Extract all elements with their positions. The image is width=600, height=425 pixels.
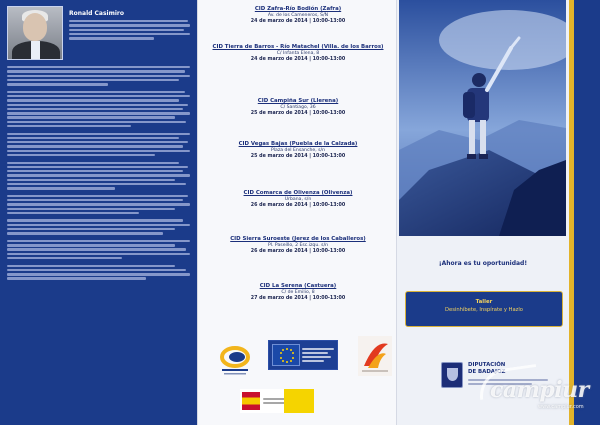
body-paragraph <box>7 240 190 260</box>
diputacion-line-1: DIPUTACIÓN <box>468 362 506 368</box>
author-photo <box>7 6 63 60</box>
location-name: CID Campiña Sur (Llerena) <box>257 98 339 104</box>
author-profile <box>7 6 190 60</box>
workshop-subtitle: Desinhíbete, Inspírate y Hazlo <box>445 307 523 313</box>
right-panel <box>397 0 600 425</box>
location-date: 24 de marzo de 2014 | 10:00-13:00 <box>250 57 346 62</box>
workshop-banner <box>405 291 563 327</box>
location-address: Plaza del Ensanche, s/n <box>271 148 325 153</box>
location-entry <box>198 190 398 210</box>
location-date: 26 de marzo de 2014 | 10:00-13:00 <box>250 203 346 208</box>
location-date: 24 de marzo de 2014 | 10:00-13:00 <box>250 19 346 24</box>
location-entry <box>198 44 398 64</box>
spain-flag-icon <box>242 392 260 410</box>
body-paragraph <box>7 91 190 128</box>
eu-flag-icon <box>272 344 300 366</box>
body-paragraph <box>7 66 190 86</box>
regional-logo <box>358 336 392 376</box>
location-name: CID Zafra-Río Bodión (Zafra) <box>254 6 342 12</box>
watermark-url: www.campiur.com <box>538 404 584 410</box>
location-name: CID La Serena (Castuera) <box>259 283 337 289</box>
location-entry <box>198 6 398 26</box>
diputacion-seal-icon <box>441 362 463 388</box>
location-address: Pl. Paseíllo, 2 Esc.izqu. s/n <box>267 243 329 248</box>
location-address: C/ de Emilio, 8 <box>281 290 315 295</box>
location-name: CID Comarca de Olivenza (Olivenza) <box>243 190 353 196</box>
location-name: CID Tierra de Barros - Río Matachel (Villa. de los Barros) <box>212 44 384 50</box>
watermark-brand: campiur <box>490 377 589 403</box>
slogan-text: ¡Ahora es tu oportunidad! <box>438 260 528 267</box>
workshop-title: Taller <box>475 299 493 305</box>
left-body-text <box>7 66 190 280</box>
location-date: 25 de marzo de 2014 | 10:00-13:00 <box>250 111 346 116</box>
location-address: Av. de los Cameneros, S/N <box>267 13 329 18</box>
location-entry <box>198 236 398 256</box>
location-address: C/ Santiago, 36 <box>280 105 316 110</box>
location-name: CID Vegas Bajas (Puebla de la Calzada) <box>238 141 358 147</box>
location-date: 27 de marzo de 2014 | 10:00-13:00 <box>250 296 346 301</box>
spain-government-logo <box>240 389 314 413</box>
location-entry <box>198 283 398 303</box>
diputacion-line-2: DE BADAJOZ <box>468 369 506 375</box>
location-address: Urbana, s/n <box>284 197 312 202</box>
body-paragraph <box>7 162 190 190</box>
location-address: C/ Infanta Elena, 8 <box>276 51 320 56</box>
location-date: 26 de marzo de 2014 | 10:00-13:00 <box>250 249 346 254</box>
body-paragraph <box>7 195 190 215</box>
author-bio <box>69 6 190 60</box>
body-paragraph <box>7 133 190 157</box>
body-paragraph <box>7 219 190 234</box>
eu-feder-logo <box>268 340 338 370</box>
right-decorative-strip <box>569 0 600 425</box>
location-date: 25 de marzo de 2014 | 10:00-13:00 <box>250 154 346 159</box>
author-name: Ronald Casimiro <box>69 10 124 17</box>
hiker-summit-photo <box>399 0 566 236</box>
left-panel <box>0 0 197 425</box>
location-entry <box>198 98 398 118</box>
cid-network-logo <box>218 342 252 376</box>
body-paragraph <box>7 265 190 280</box>
location-entry <box>198 141 398 161</box>
location-name: CID Sierra Suroeste (Jerez de los Caballeros) <box>230 236 366 242</box>
